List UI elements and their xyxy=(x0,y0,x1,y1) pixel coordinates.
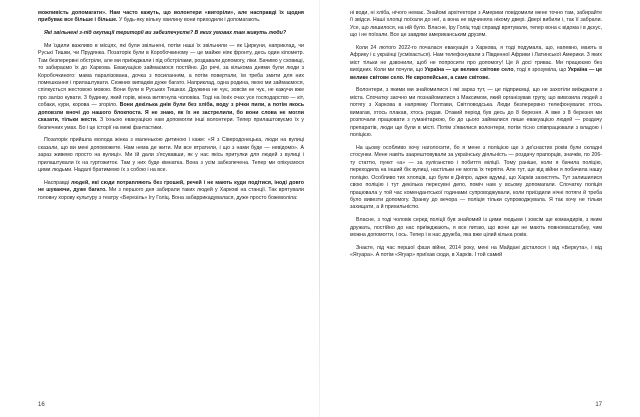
paragraph xyxy=(350,217,602,239)
paragraph xyxy=(350,45,602,82)
body-text: Ми з першого дня забирали таких людей у Харкові на станції. Так врятували головну хорову культуру з театру «Березіль» Ігу Голіц. Вона забаррикадувалася, дуже просто божеволіла: xyxy=(38,187,304,201)
paragraph xyxy=(350,10,602,40)
body-text: Волонтери, з якими ми знайомилися і які зараз тут, — це підприємці, що не захотіли виїжджати з міста. Спочатку заочно ми познайомилися з Максимом, який організував групу, що вивозила людей з потягу з Харкова в напрямку Полтави, Світловодська. Люди безперервно телефонували: хтось вимагав, хтось плакав, хтось ридав. Отакий період був десь до 8 березня. А вже з 8 березня ми розпочали працювати з гуманітаркою, бо до цього займалися лише евакуацією людей — роздачу препаратів, люди ще були в місті. Потім з'явилися волонтери, потім тісно співпрацювали з владою і поліцією. xyxy=(350,87,602,139)
interview-question: Які звільнені з-під окупації території ви забезпечуєте? В яких умовах там живуть люди? xyxy=(44,30,287,37)
bold-text: Україна — це велике світове село xyxy=(424,67,514,74)
body-text: На цьому особливо хочу наголосити, бо я мене з поліцією ще з де'єнастих років були складні стосунки. Мене навіть заарештовували за українську діяльність — роздачу прапорців, значків, по 206-ту статтю, пункт «а» — за хуліганство і побиття міліції. Тому раніше, коли я бачила поліцію, переходила на інший бік вулиці, настільки не могла їх терпіти. Але тут, ще від війни я побачила нашу поліцію. Особливо тих хлопців, що були в Дніпро, адже вдумці, що Харків захистять. Тут залишилися свою поліцію і тут декілька пересувні депо, поміч нам у всьому допомагали. Спочатку поліція працювала у той час комендантської годинами супроводжували, коли приїздили нічні потяги й треба було вивезти допомогу. Зранку до вечора — поліція тільки супроводжувала. Я так хочу не тільки захищати, а й прихильністю. xyxy=(350,144,602,211)
bold-text: людей, які сюди потрапляють без грошей, речей і не мають куди подітися, іноді довго не шукаючи, дуже багато. xyxy=(38,179,305,194)
body-text: Знаєте, під час першої фази війни, 2014 року, мені на Майдані дісталося і від «Беркута», і від «Ягуара». А потім «Ягуар» приїхав сюди, в Харків. І той самий xyxy=(350,244,602,259)
paragraph xyxy=(38,137,304,174)
paragraph xyxy=(350,87,602,139)
right-page xyxy=(320,0,640,417)
right-page-body xyxy=(350,10,602,260)
body-text: , тоді я зрозуміла, що xyxy=(513,67,568,74)
body-text: Позаторік прийшла молода жінка з маленькою дитиною і каже: «Я з Сіверодонецька, люди на вулиці сказали, що ви мені допоможете. Нам нема де жити. Ми все втратили, і що з нами буде — невідомо». А зараз живемо просто на вулиці». Ми їй дали з'ясувавши, як у нас якісь притулки для людей з вулиці і прилаштували їх на гуртожиток. Там у них буде кімнатка. Вона з усім забезпечена. Тепер ми опікуємося цими людьми. Надалі братимемо їх з собою і на все. xyxy=(38,137,304,174)
body-text: Ми їздили важливо в місцях, які були звільнені, потім наші їх звільнили — як Циркуни, наприклад, чи Руські Тишки, чи Прудянка. Позаторік були в Коробочкиному — це майже ніяк фронту, десь один кілометр. Там безперервні обстріли, але ми приїжджали і під обстрілами, роздавали допомогу, ліки. Бачимо у сховищі, то забираємо їх до Харкова. Евакуацією займаємося постійно. До речі, за кількома днями були люди з Коробочкиного: мама паралізована, дочка з посиланням, а потім повертали, їм треба змити для них помешкання і прилаштувати. Сюжних випадків дуже багато. Наприклад, одна родина, якою ми займаємося, спілкується жестовою мовою. Вони були в Руських Тишках. Дружина не чує, зовсім не чує, не кажучи вже про залізо кувати. З будинку, який горів, жінка витягнула чоловіка. Тоді на їхніх очах усе господарство — кіт, собаки, кури, корова — згоріло. xyxy=(38,42,304,109)
paragraph xyxy=(350,245,602,260)
body-text: Коли 24 лютого 2022-го почалася евакуація з Харкова, я тоді подумала, що, напевно, мають в Африку і є українці (усміхається). Нам телефонували з Південної Африки і Латинської Америки. З яких міст тільки не дзвонили, щоб не попросити про допомогу! Це й досі триває. Ми працюємо без вихідних. Коли ми почули, що xyxy=(350,45,602,74)
paragraph xyxy=(38,10,304,25)
body-text: ні води, ні хліба, нічого немає. Знайомі архітектори з Америки повідомили мене точно там, забирайте її звідси. Наші хлопці поїхали до неї, а вона не відчиняла нікому двері. Двері вибили і, так її забрали. Усе, що лишилося, на ній було. Власне, Іру Голіц тоді справді врятували, тепер вона є відома і в дєкус, що і не поїхали. Все це завдяки американським друзям. xyxy=(350,10,602,39)
body-text: Власне, з тоді чоловік серед поліції був знайомий із цими людьми і зовсім ще командирів, з яким дружать, постійно до нас приїжджають, я все питаю, що вони ще не мають повномасштабну, чим можна допомогти, і ось. Тепер і в нас дружба, яка вже цілий кілька років. xyxy=(350,217,602,238)
left-page-body xyxy=(38,10,304,202)
paragraph xyxy=(350,145,602,212)
body-text: У будь-яку вільну хвилину вони приходили і допомагають. xyxy=(117,17,261,24)
right-page-number: 17 xyxy=(595,402,602,408)
bold-text: Україна — це велике світове село. Не європейське, а саме світове. xyxy=(350,67,602,81)
paragraph xyxy=(38,180,304,202)
paragraph xyxy=(38,43,304,132)
bold-text: Вони декілька днів були без хліба, воду з річки пили, а потім якось доповзли вночі до нашого блокпоста. Я не знаю, як їх не застрелили, бо вони слова не могли сказати, тільки жести. xyxy=(38,102,304,124)
left-page-number: 16 xyxy=(38,402,45,408)
body-text: Насправді xyxy=(44,179,71,186)
body-text: З їхньою евакуацією нам допомогли інші волонтери. Тепер прилаштовуємо їх у безпечних умах. Бо і це історії на межі фантастики. xyxy=(38,117,304,131)
bold-text: можливість допомагати». Нам часто кажуть, що волонтери «вигоріли», але насправді їх щодня прибуває все більше і більше. xyxy=(38,10,304,24)
